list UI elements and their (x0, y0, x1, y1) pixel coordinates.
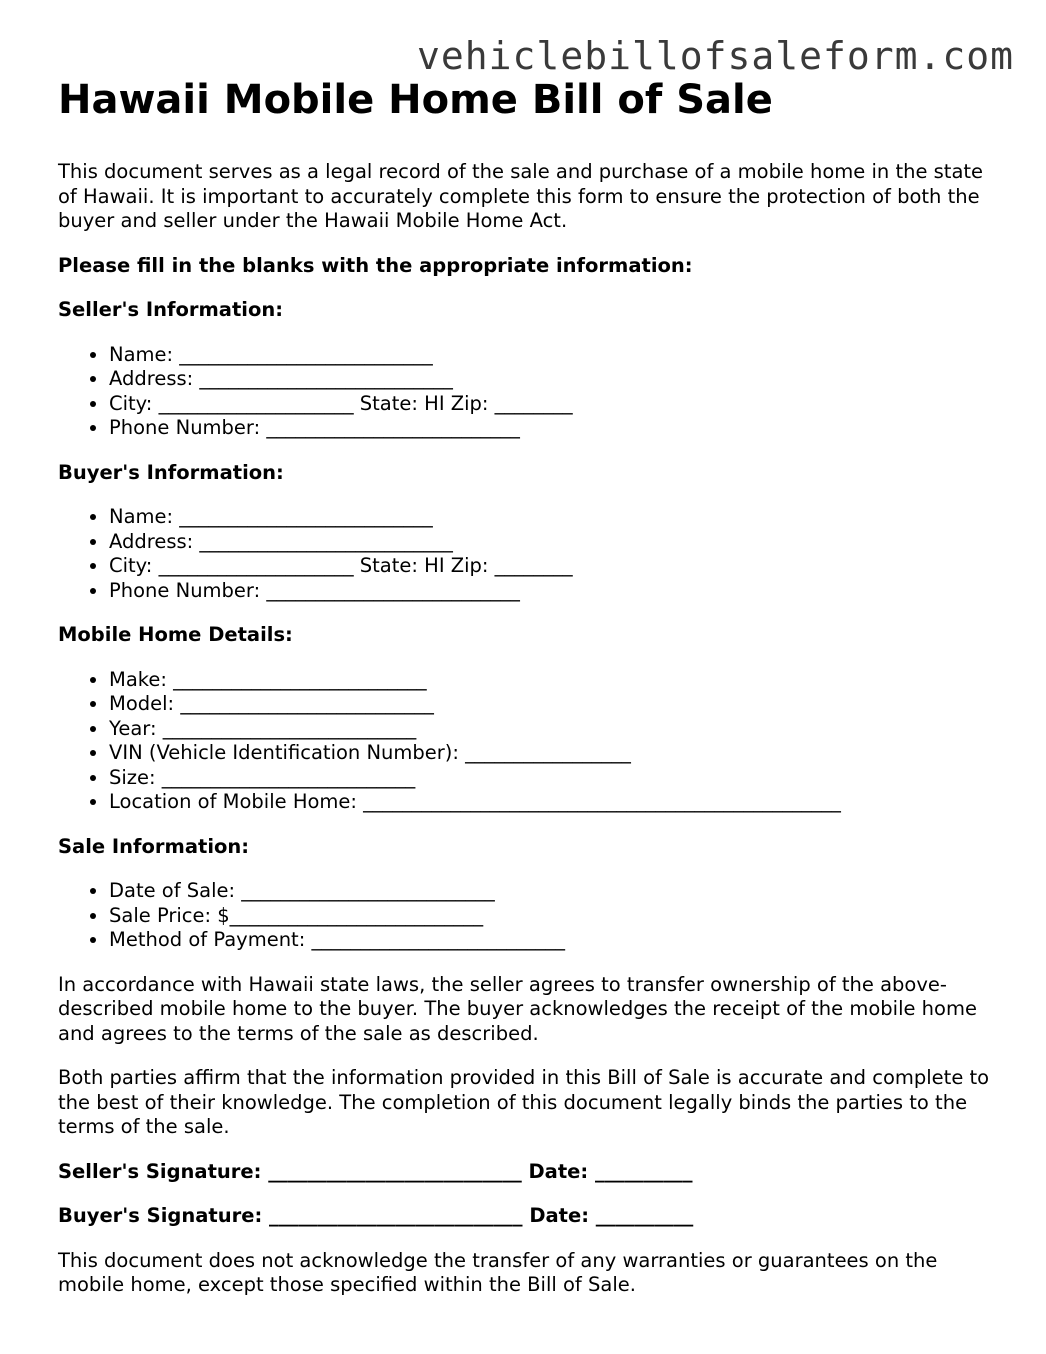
buyer-section-heading: Buyer's Information: (58, 460, 284, 484)
make-field[interactable]: • Make: __________________________ (109, 668, 998, 693)
seller-name-field[interactable]: • Name: __________________________ (109, 343, 998, 368)
year-field[interactable]: • Year: __________________________ (109, 717, 998, 742)
seller-fields-list (58, 343, 998, 441)
sale-price-field[interactable]: • Sale Price: $__________________________ (109, 904, 998, 929)
model-field[interactable]: • Model: __________________________ (109, 692, 998, 717)
payment-method-field[interactable]: • Method of Payment: __________________________ (109, 928, 998, 953)
affirmation-paragraph: Both parties affirm that the information provided in this Bill of Sale is accurate and complete to the best of their knowledge. The completion of this document legally binds the parties to the terms of the sale. (58, 1066, 990, 1138)
disclaimer-paragraph: This document does not acknowledge the transfer of any warranties or guarantees on the mobile home, except those specified within the Bill of Sale. (58, 1248, 938, 1296)
agreement-paragraph: In accordance with Hawaii state laws, the seller agrees to transfer ownership of the above-described mobile home to the buyer. The buyer acknowledges the receipt of the mobile home and agrees to the terms of the sale as described. (58, 972, 977, 1045)
mobile-home-fields-list (58, 668, 998, 815)
seller-city-state-zip-field[interactable]: • City: ____________________ State: HI Zip: ________ (109, 392, 998, 417)
buyer-signature-line[interactable] (58, 1204, 998, 1229)
instruction-heading: Please fill in the blanks with the appropriate information: (58, 253, 693, 277)
size-field[interactable]: • Size: __________________________ (109, 766, 998, 791)
intro-paragraph: This document serves as a legal record of the sale and purchase of a mobile home in the state of Hawaii. It is important to accurately complete this form to ensure the protection of both the buyer and seller under the Hawaii Mobile Home Act. (58, 160, 984, 232)
location-field[interactable]: • Location of Mobile Home: _________________________________________________ (109, 790, 998, 815)
buyer-city-state-zip-field[interactable]: • City: ____________________ State: HI Zip: ________ (109, 554, 998, 579)
seller-address-field[interactable]: • Address: __________________________ (109, 367, 998, 392)
buyer-name-field[interactable]: • Name: __________________________ (109, 505, 998, 530)
watermark: vehiclebillofsaleform.com (417, 34, 1014, 78)
sale-section-heading: Sale Information: (58, 834, 250, 858)
buyer-address-field[interactable]: • Address: __________________________ (109, 530, 998, 555)
page-title: Hawaii Mobile Home Bill of Sale (58, 77, 773, 123)
buyer-phone-field[interactable]: • Phone Number: __________________________ (109, 579, 998, 604)
document-page (58, 74, 998, 1318)
date-of-sale-field[interactable]: • Date of Sale: __________________________ (109, 879, 998, 904)
seller-signature-text[interactable]: Seller's Signature: __________________________ Date: __________ (58, 1159, 693, 1183)
buyer-fields-list (58, 505, 998, 603)
mobile-home-section-heading: Mobile Home Details: (58, 623, 293, 646)
sale-fields-list (58, 879, 998, 953)
seller-signature-line[interactable] (58, 1160, 998, 1185)
buyer-signature-text[interactable]: Buyer's Signature: __________________________ Date: __________ (58, 1204, 694, 1227)
vin-field[interactable]: • VIN (Vehicle Identification Number): _________________ (109, 741, 998, 766)
seller-section-heading: Seller's Information: (58, 298, 284, 321)
seller-phone-field[interactable]: • Phone Number: __________________________ (109, 416, 998, 441)
